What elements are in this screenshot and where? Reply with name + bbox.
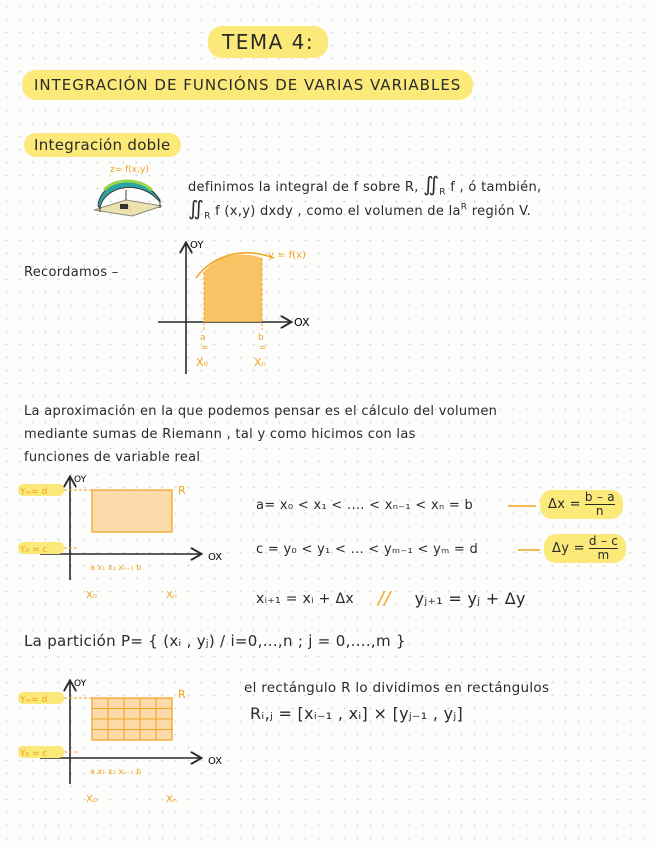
tema-title (208, 26, 328, 58)
delta-x-denominator: n (595, 504, 604, 518)
delta-y-formula (544, 534, 626, 563)
r-label: R (178, 688, 186, 701)
b-eq: = (259, 343, 267, 353)
particion-line (24, 632, 406, 650)
page-title-text: INTEGRACIÓN DE FUNCIÓNS DE VARIAS VARIABLES (34, 76, 462, 94)
ym-label: Yₘ= d (20, 695, 48, 705)
b-label: b (258, 333, 264, 343)
x0-label: X₀ (86, 794, 97, 805)
double-integral-sign: ∬ (423, 172, 440, 196)
aproximacion-line-1: La aproximación en la que podemos pensar es el cálculo del volumen (24, 404, 498, 419)
y0-label: Y₀ = c (20, 545, 48, 555)
definition-text-1a: definimos la integral de f sobre R, (188, 180, 419, 195)
xn-label: Xₙ (254, 356, 266, 369)
grid-rectangle-graph (18, 672, 238, 812)
region-marker (120, 204, 128, 209)
definition-text-2b: región V. (471, 204, 532, 219)
rectangulos-formula: Rᵢ,ⱼ = [xᵢ₋₁ , xᵢ] × [yⱼ₋₁ , yⱼ] (250, 704, 464, 723)
definition-text-1b: f , ó también, (450, 180, 542, 195)
riemann-1d-graph (150, 234, 350, 380)
x-step-formula: xᵢ₊₁ = xᵢ + Δx (256, 590, 354, 607)
axis-label-x: OX (208, 756, 223, 767)
step-formulas (256, 588, 526, 609)
surface-label: z= f(x,y) (110, 165, 149, 175)
recordamos-text: Recordamos – (24, 265, 119, 280)
definition-text-2a: f (x,y) dxdy , como el volumen de la (215, 204, 461, 219)
region-superscript: R (460, 202, 468, 213)
particion-text: La partición P= { (xᵢ , yⱼ) / i=0,...,n ; j = 0,....,m } (24, 632, 406, 650)
arrow-connector-x (508, 496, 538, 516)
axis-label-y: OY (190, 240, 204, 251)
x-tick-labels: a x₁ x₂ xₙ₋₁ b (90, 563, 142, 572)
a-eq: = (201, 343, 209, 353)
x0-label: X₀ (196, 356, 208, 369)
double-integral-sign-2: ∬ (188, 196, 205, 220)
x-tick-labels: a x₁ x₂ xₙ₋₁ b (90, 767, 142, 776)
axis-label-x: OX (208, 552, 223, 563)
delta-y-lhs: Δy = (552, 541, 585, 556)
delta-x-formula (540, 490, 623, 519)
tema-title-text: TEMA 4: (222, 30, 315, 54)
r-label: R (178, 484, 186, 497)
axis-label-x: OX (294, 316, 310, 329)
recordamos-label (24, 265, 119, 280)
delta-x-fraction (585, 491, 615, 518)
delta-x-numerator: b – a (584, 490, 615, 504)
axis-label-y: OY (74, 679, 87, 689)
subdivided-rectangle (92, 698, 172, 740)
xn-label: Xₙ (166, 590, 177, 601)
separator: // (377, 588, 391, 609)
definition-line-1 (188, 172, 541, 198)
aproximacion-line-3: funciones de variable real (24, 450, 201, 465)
x0-label: X₀ (86, 590, 97, 601)
region-rectangle (92, 490, 172, 532)
definition-line-2 (188, 196, 531, 222)
page-title (22, 70, 473, 100)
axis-label-y: OY (74, 475, 87, 485)
delta-y-fraction (589, 535, 618, 562)
x-partition-text: a= x₀ < x₁ < .... < xₙ₋₁ < xₙ = b (256, 498, 474, 513)
integral-domain-2: R (204, 211, 211, 222)
section-heading-text: Integración doble (34, 136, 171, 154)
xn-label: Xₙ (166, 794, 177, 805)
x-partition-formula (256, 498, 473, 513)
surface-illustration (80, 160, 175, 235)
rectangulos-text-1: el rectángulo R lo dividimos en rectángulos (244, 680, 550, 696)
y0-label: Y₀ = c (20, 749, 48, 759)
section-heading-integracion-doble (24, 133, 181, 157)
y-partition-formula (256, 542, 478, 557)
rectangulos-line-2 (250, 704, 463, 723)
integral-domain: R (439, 187, 446, 198)
y-partition-text: c = y₀ < y₁ < ... < yₘ₋₁ < yₘ = d (256, 542, 479, 557)
arrow-connector-y (518, 540, 542, 560)
ym-label: Yₘ= d (20, 487, 48, 497)
area-under-curve (204, 254, 262, 322)
rectangulos-line-1 (244, 680, 549, 696)
a-label: a (200, 333, 206, 343)
aproximacion-paragraph (24, 400, 497, 469)
delta-y-numerator: d – c (588, 534, 619, 548)
y-step-formula: yⱼ₊₁ = yⱼ + Δy (414, 589, 526, 608)
rectangle-graph (18, 468, 238, 608)
aproximacion-line-2: mediante sumas de Riemann , tal y como hicimos con las (24, 427, 416, 442)
curve-label: y = f(x) (268, 250, 306, 261)
delta-x-lhs: Δx = (548, 497, 581, 512)
delta-y-denominator: m (597, 548, 610, 562)
